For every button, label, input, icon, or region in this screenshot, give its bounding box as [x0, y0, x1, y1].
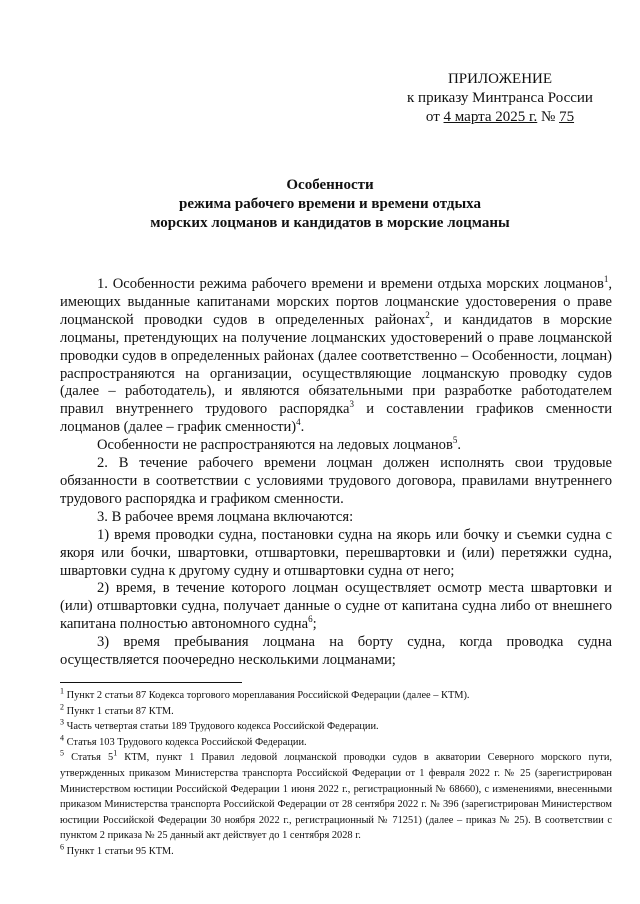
- appendix-order-ref: к приказу Минтранса России: [407, 90, 593, 106]
- footnote-marker: 3: [60, 717, 64, 727]
- order-date: 4 марта 2025 г.: [443, 109, 538, 125]
- footnote-text: Статья 5: [71, 752, 114, 764]
- order-number: 75: [559, 109, 575, 125]
- article-superscript: 1: [113, 748, 118, 758]
- footnote-marker: 6: [60, 842, 64, 852]
- footnote-6: [60, 844, 612, 860]
- list-item-2: [60, 580, 612, 634]
- footnote-marker: 1: [60, 686, 64, 696]
- footnote-text: КТМ, пункт 1 Правил ледовой лоцманской проводки судов в акватории Северного морского пути, утвержденных приказом Министерства транспорта Российской Федерации от 1 февраля 2022 г. № 25 (зарегистрирован Министерством юстиции Российской Федерации 1 июня 2022 г., регистрационный № 68660), с изменениями, внесенными приказом Министерства транспорта Российской Федерации от 28 сентября 2022 г. № 396 (зарегистрирован Министерством юстиции Российской Федерации 30 ноября 2022 г., регистрационный № 71251) (далее – приказ № 25). В соответствии с пунктом 2 приказа № 25 данный акт действует до 1 сентября 2028 г.: [60, 752, 612, 842]
- footnote-marker: 2: [60, 702, 64, 712]
- footnote-3: [60, 719, 612, 735]
- title-line-3: морских лоцманов и кандидатов в морские лоцманы: [150, 215, 510, 231]
- title-line-2: режима рабочего времени и времени отдыха: [179, 196, 481, 212]
- footnote-text: Пункт 1 статьи 87 КТМ.: [66, 705, 174, 717]
- footnote-ref-5: 5: [452, 435, 458, 446]
- footnote-text: Пункт 1 статьи 95 КТМ.: [66, 845, 174, 857]
- footnote-ref-3: 3: [349, 399, 355, 410]
- paragraph-1: [60, 276, 612, 437]
- footnote-marker: 4: [60, 733, 64, 743]
- paragraph-text: Особенности не распространяются на ледовых лоцманов: [97, 437, 453, 454]
- footnote-1: [60, 688, 612, 704]
- footnote-2: [60, 704, 612, 720]
- footnotes: [60, 688, 612, 860]
- footnote-marker: 5: [60, 748, 64, 758]
- footnote-4: [60, 735, 612, 751]
- paragraph-3: 3. В рабочее время лоцмана включаются:: [97, 508, 354, 525]
- footnote-separator: [60, 682, 242, 683]
- footnote-ref-4: 4: [296, 417, 301, 428]
- list-item-text: ;: [312, 616, 317, 633]
- paragraph-1-text: , имеющих выданные капитанами морских портов лоцманские удостоверения о праве лоцманской проводки судов в определенных районах: [60, 276, 612, 328]
- footnote-ref-6: 6: [308, 614, 313, 625]
- document-title: [60, 176, 600, 233]
- date-prefix: от: [425, 109, 444, 125]
- footnote-text: Статья 103 Трудового кодекса Российской Федерации.: [66, 736, 307, 748]
- footnote-ref-2: 2: [425, 309, 430, 320]
- footnote-text: Пункт 2 статьи 87 Кодекса торгового мореплавания Российской Федерации (далее – КТМ).: [66, 690, 470, 701]
- footnote-5: [60, 750, 612, 844]
- list-item-1: 1) время проводки судна, постановки судна на якорь или бочку и съемки судна с якоря или бочки, швартовки, отшвартовки, перешвартовки и (или) перетяжки судна, швартовки судна к другому судну и отшвартовки судна от него;: [60, 526, 612, 579]
- list-item-text: 2) время, в течение которого лоцман осуществляет осмотр места швартовки и (или) отшвартовки судна, получает данные о судне от капитана судна либо от внешнего капитана полностью автономного судна: [60, 580, 612, 633]
- paragraph-1-text: 1. Особенности режима рабочего времени и времени отдыха морских лоцманов: [97, 276, 604, 292]
- paragraph-1-text: и составлении графиков сменности лоцманов (далее – график сменности): [60, 401, 613, 436]
- number-prefix: №: [537, 109, 560, 125]
- paragraph-text: .: [457, 437, 462, 454]
- footnote-ref-1: 1: [603, 274, 609, 285]
- appendix-date-line: [400, 108, 600, 127]
- title-line-1: Особенности: [286, 177, 374, 193]
- paragraph-1-text: .: [300, 419, 305, 436]
- paragraph-1-note: [60, 437, 612, 455]
- list-item-3: 3) время пребывания лоцмана на борту судна, когда проводка судна осуществляется поочередно несколькими лоцманами;: [60, 634, 612, 669]
- appendix-label: ПРИЛОЖЕНИЕ: [447, 71, 553, 87]
- paragraph-2: 2. В течение рабочего времени лоцман должен исполнять свои трудовые обязанности в соответствии с условиями трудового договора, правилами внутреннего трудового распорядка и графиком сменности.: [60, 455, 612, 507]
- footnote-text: Часть четвертая статьи 189 Трудового кодекса Российской Федерации.: [66, 721, 379, 733]
- document-body: [60, 276, 612, 670]
- appendix-header: [400, 70, 600, 127]
- paragraph-1-text: , и кандидатов в морские лоцманы, претендующих на получение лоцманских удостоверений о праве лоцманской проводки судов в определенных районах (далее соответственно – Особенности, лоцман) распространяются на организации, осуществляющие лоцманскую проводку судов (далее – работодатель), и являются обязательными при разработке работодателем правил внутреннего трудового распорядка: [60, 311, 612, 418]
